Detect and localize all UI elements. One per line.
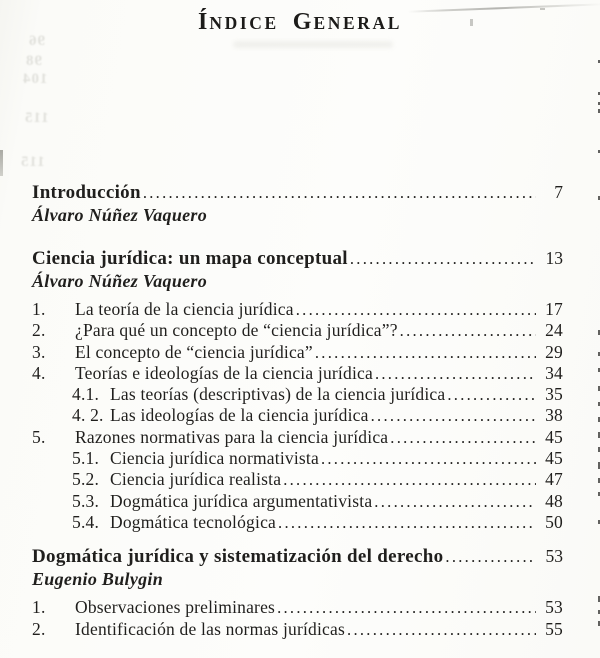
toc-item-number: 2. <box>32 320 46 341</box>
page-number: 38 <box>545 405 563 426</box>
page-number: 50 <box>545 511 563 532</box>
toc-item-row <box>32 342 563 363</box>
title-lead-letter: Í <box>198 9 210 35</box>
toc-item-row <box>32 299 563 320</box>
dot-leader <box>350 248 536 271</box>
dot-leader <box>278 512 536 533</box>
toc-item-row <box>32 491 563 512</box>
toc-item-row <box>32 512 563 533</box>
toc-item-text: Identificación de las normas jurídicas <box>75 618 346 639</box>
toc-author: Álvaro Núñez Vaquero <box>32 205 208 225</box>
toc-item-number: 4. 2. <box>72 405 104 426</box>
toc-item-row <box>32 405 563 426</box>
page-number: 53 <box>545 597 563 618</box>
dot-leader <box>283 469 536 490</box>
toc-item-row <box>32 427 563 448</box>
bleedthrough-title-smudge <box>233 41 393 48</box>
toc-item-number: 4. <box>32 362 46 383</box>
page-number: 34 <box>545 362 563 383</box>
scan-edge-smudge <box>0 150 3 176</box>
toc-item-text: Ciencia jurídica normativista <box>110 448 319 469</box>
dot-leader <box>375 363 536 384</box>
page-number: 53 <box>545 546 563 567</box>
toc-item-number: 1. <box>32 597 46 618</box>
toc-item-number: 2. <box>32 618 46 639</box>
toc-item-list <box>32 597 563 640</box>
dot-leader <box>347 619 536 640</box>
toc-heading-row <box>32 545 563 569</box>
page-number: 35 <box>545 384 563 405</box>
page-number: 13 <box>545 248 563 268</box>
toc-item-number: 3. <box>32 341 46 362</box>
dot-leader <box>315 342 536 363</box>
toc-item-row <box>32 619 563 640</box>
page-number: 45 <box>545 448 563 469</box>
page-number: 24 <box>545 320 563 341</box>
page-number: 47 <box>545 469 563 490</box>
scan-speck <box>540 8 545 10</box>
toc-heading-row <box>32 247 563 271</box>
page-number: 7 <box>554 182 563 202</box>
toc-item-number: 5.1. <box>72 448 100 469</box>
table-of-contents <box>32 181 563 658</box>
dot-leader <box>277 597 536 618</box>
dot-leader <box>447 384 536 405</box>
bleedthrough-page-number: 115 <box>20 154 45 170</box>
toc-item-number: 1. <box>32 299 46 319</box>
toc-item-text: Razones normativas para la ciencia jurídica <box>75 426 389 447</box>
dot-leader <box>296 299 536 320</box>
toc-heading: Ciencia jurídica: un mapa conceptual <box>32 248 348 269</box>
page-number: 48 <box>545 490 563 511</box>
toc-item-text: Teorías e ideologías de la ciencia jurídica <box>75 362 373 383</box>
toc-item-row <box>32 448 563 469</box>
toc-heading-row <box>32 181 563 205</box>
toc-heading: Dogmática jurídica y sistematización del derecho <box>32 546 444 568</box>
title-word <box>198 9 279 36</box>
toc-section <box>32 247 563 533</box>
toc-item-text: Dogmática jurídica argumentativista <box>110 490 373 511</box>
toc-item-text: Las ideologías de la ciencia jurídica <box>110 405 369 426</box>
toc-item-text: ¿Para qué un concepto de “ciencia jurídica”? <box>75 320 398 341</box>
toc-item-number: 5.3. <box>72 490 100 511</box>
toc-item-list <box>32 299 563 533</box>
dot-leader <box>374 491 536 512</box>
page-number: 29 <box>545 341 563 362</box>
scan-speck <box>470 19 473 26</box>
bleedthrough-page-number: 115 <box>24 110 49 126</box>
toc-author: Eugenio Bulygin <box>32 569 164 590</box>
title-lead-letter: G <box>292 9 314 35</box>
dot-leader <box>143 182 536 205</box>
bleedthrough-page-number: 98 <box>25 53 42 69</box>
toc-item-row <box>32 469 563 490</box>
toc-heading: Introducción <box>32 182 141 203</box>
bleedthrough-page-number: 104 <box>22 71 48 87</box>
dot-leader <box>390 427 536 448</box>
toc-section <box>32 545 563 640</box>
toc-item-row <box>32 320 563 341</box>
dot-leader <box>371 405 536 426</box>
toc-item-text: Dogmática tecnológica <box>110 511 277 532</box>
page-number: 17 <box>545 299 563 319</box>
toc-item-row <box>32 363 563 384</box>
page-number: 55 <box>545 618 563 639</box>
toc-item-number: 5.2. <box>72 469 100 490</box>
title-small-caps: ENERAL <box>313 13 402 33</box>
toc-item-text: La teoría de la ciencia jurídica <box>75 299 294 319</box>
dot-leader <box>321 448 536 469</box>
toc-item-number: 4.1. <box>72 384 100 405</box>
toc-item-text: Observaciones preliminares <box>75 597 276 618</box>
toc-item-text: Las teorías (descriptivas) de la ciencia jurídica <box>110 384 446 405</box>
bleedthrough-page-number: 96 <box>28 33 45 49</box>
dot-leader <box>400 320 536 341</box>
toc-author: Álvaro Núñez Vaquero <box>32 271 208 291</box>
page-title <box>0 9 600 36</box>
dot-leader <box>445 546 536 569</box>
toc-item-number: 5.4. <box>72 511 100 532</box>
page-number: 45 <box>545 426 563 447</box>
toc-item-row <box>32 597 563 618</box>
toc-section <box>32 181 563 226</box>
toc-item-text: Ciencia jurídica realista <box>110 469 282 490</box>
toc-item-number: 5. <box>32 426 46 447</box>
toc-item-text: El concepto de “ciencia jurídica” <box>75 341 313 362</box>
title-word <box>293 9 402 36</box>
title-small-caps: NDICE <box>209 13 279 33</box>
toc-item-row <box>32 384 563 405</box>
